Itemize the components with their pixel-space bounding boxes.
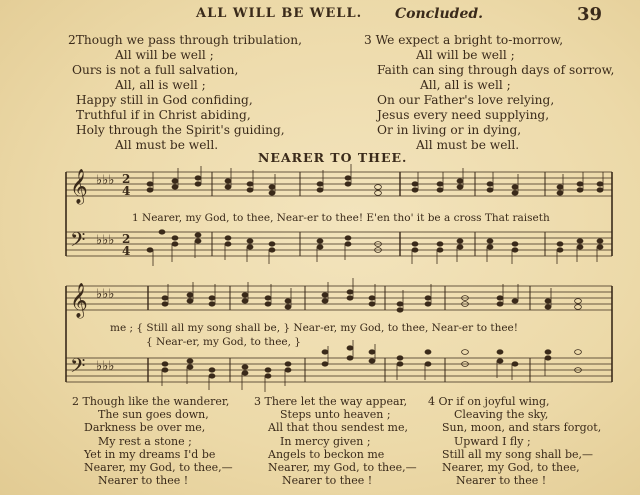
verse-line: Nearer to thee ! <box>98 474 189 488</box>
stanza-line: All, all is well ; <box>420 78 511 92</box>
stanza-line: Truthful if in Christ abiding, <box>76 108 251 122</box>
stanza-line: On our Father's love relying, <box>377 93 555 107</box>
verse-4 <box>428 395 601 487</box>
verse-line: In mercy given ; <box>280 434 371 448</box>
song-title: NEARER TO THEE. <box>258 150 408 165</box>
verse-line: 4 Or if on joyful wing, <box>428 395 550 408</box>
stanza-line: All will be well ; <box>115 48 214 62</box>
stanza-line: All will be well ; <box>416 48 515 62</box>
time-signature-icon: 2 <box>122 172 131 186</box>
verse-line: Still all my song shall be,— <box>442 447 593 461</box>
flat-icon: ♭♭♭ <box>96 173 115 188</box>
stanza-line: Or in living or in dying, <box>377 123 522 137</box>
verse-line: Nearer, my God, to thee,— <box>268 461 417 475</box>
stanza-line: Jesus every need supplying, <box>377 108 550 122</box>
bass-clef-icon: 𝄢 <box>70 354 86 382</box>
flat-icon: ♭♭♭ <box>96 287 115 302</box>
verse-line: Cleaving the sky, <box>454 408 549 422</box>
verse-line: Nearer, my God, to thee,— <box>84 461 233 475</box>
verse-2 <box>72 395 233 487</box>
verse-line: All that thou sendest me, <box>268 421 408 435</box>
stanza-line: All must be well. <box>416 138 520 152</box>
verse-line: Steps unto heaven ; <box>280 408 391 422</box>
page-number: 39 <box>577 4 603 25</box>
treble-clef-icon: 𝄞 <box>70 283 88 318</box>
bass-clef-icon: 𝄢 <box>70 228 86 256</box>
verse-line: 2 Though like the wanderer, <box>72 395 230 408</box>
flat-icon: ♭♭♭ <box>96 233 115 248</box>
clefs-and-signatures <box>70 169 130 382</box>
verse-line: The sun goes down, <box>98 408 209 422</box>
verse-line: Darkness be over me, <box>84 421 206 435</box>
verse-line: 3 There let the way appear, <box>254 395 408 408</box>
verse-3 <box>254 395 417 487</box>
treble-clef-icon: 𝄞 <box>70 169 88 204</box>
time-signature-icon: 4 <box>122 244 131 258</box>
hymn-title: ALL WILL BE WELL. <box>196 6 363 21</box>
verse-line: My rest a stone ; <box>98 434 192 448</box>
stanza-line: All, all is well ; <box>115 78 206 92</box>
stanza-line: Holy through the Spirit's guiding, <box>76 123 285 137</box>
verse-line: Nearer, my God, to thee, <box>442 461 580 475</box>
stanza-line: 3 We expect a bright to-morrow, <box>364 33 564 47</box>
hymn-subtitle: Concluded. <box>395 6 484 22</box>
time-signature-icon: 4 <box>122 184 131 198</box>
verse-line: Angels to beckon me <box>268 447 385 461</box>
music-lyric-line-3: { Near-er, my God, to thee, } <box>146 336 301 348</box>
staff-lines <box>66 172 612 382</box>
verse-line: Upward I fly ; <box>454 434 531 448</box>
verse-line: Sun, moon, and stars forgot, <box>442 421 602 435</box>
music-lyric-line-2: me ; { Still all my song shall be, } Near-er, my God, to thee, Near-er to thee! <box>110 322 518 334</box>
verse-line: Nearer to thee ! <box>282 474 373 488</box>
music-lyric-line-1: 1 Nearer, my God, to thee, Near-er to thee! E'en tho' it be a cross That raiseth <box>132 212 550 224</box>
verse-line: Yet in my dreams I'd be <box>84 447 216 461</box>
stanza-line: All must be well. <box>115 138 219 152</box>
stanza-line: 2Though we pass through tribulation, <box>68 33 302 47</box>
stanza-line: Happy still in God confiding, <box>76 93 253 107</box>
stanza-line: Faith can sing through days of sorrow, <box>377 63 615 77</box>
barlines <box>66 172 612 382</box>
stanza-line: Ours is not a full salvation, <box>72 63 239 77</box>
flat-icon: ♭♭♭ <box>96 359 115 374</box>
verse-line: Nearer to thee ! <box>456 474 547 488</box>
time-signature-icon: 2 <box>122 232 131 246</box>
